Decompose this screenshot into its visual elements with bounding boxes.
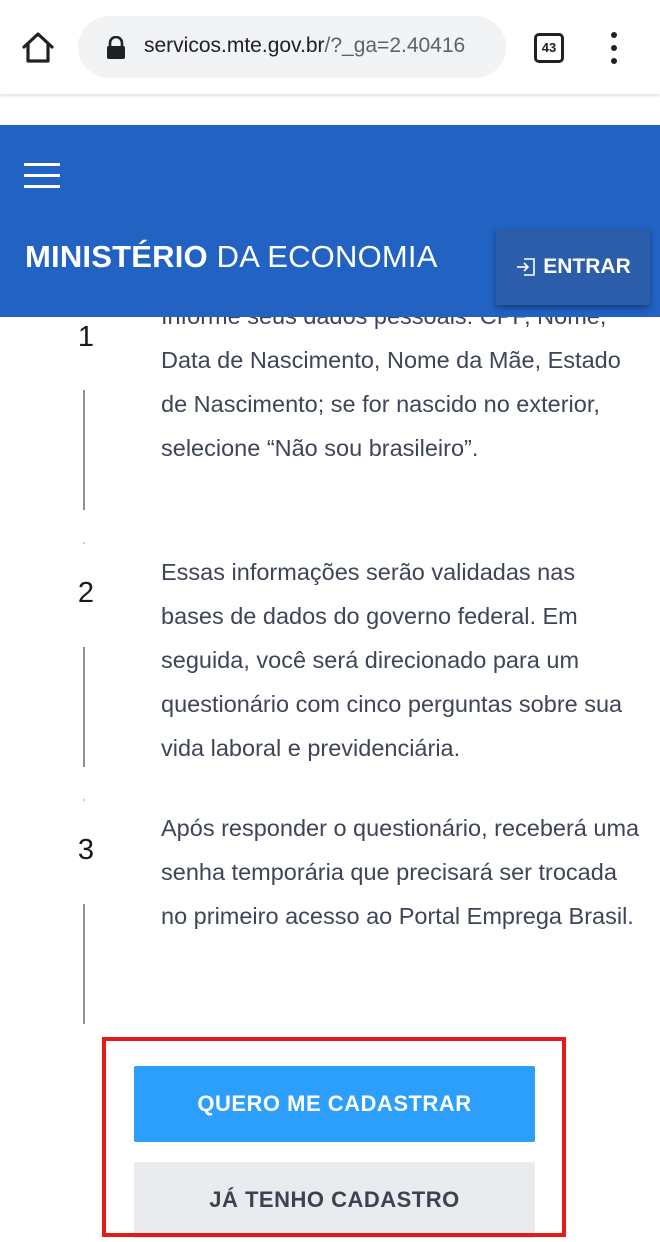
brand-title	[25, 239, 438, 275]
home-icon[interactable]	[18, 28, 58, 68]
already-registered-button[interactable]: JÁ TENHO CADASTRO	[134, 1162, 535, 1238]
login-label: ENTRAR	[543, 255, 631, 278]
login-icon	[515, 256, 537, 278]
address-bar[interactable]	[78, 16, 506, 78]
step-number: 3	[77, 834, 95, 866]
hamburger-icon[interactable]	[24, 163, 60, 189]
step-separator	[83, 542, 85, 544]
browser-toolbar	[0, 0, 660, 94]
register-button[interactable]: QUERO ME CADASTRAR	[134, 1066, 535, 1142]
brand-bold: MINISTÉRIO	[25, 239, 208, 274]
brand-rest: DA ECONOMIA	[207, 239, 438, 274]
step-separator	[83, 799, 85, 801]
highlight-box	[102, 1037, 566, 1237]
url-text	[144, 34, 465, 58]
tab-switcher-button[interactable]: 43	[534, 33, 564, 63]
step-divider	[83, 647, 85, 767]
step-number: 1	[77, 321, 95, 353]
url-fade	[476, 16, 506, 78]
kebab-menu-icon[interactable]	[602, 32, 626, 64]
login-button[interactable]	[496, 229, 650, 305]
step-divider	[83, 904, 85, 1024]
site-header	[0, 125, 660, 317]
step-text: Após responder o questionário, receberá uma senha temporária que precisará ser trocada no primeiro acesso ao Portal Emprega Brasil.	[161, 815, 640, 929]
step-divider	[83, 390, 85, 510]
url-host: servicos.mte.gov.br	[144, 34, 325, 57]
step-text: Data de Nascimento, Nome da Mãe, Estado de Nascimento; se for nascido no exterior, selecione “Não sou brasileiro”.	[161, 347, 621, 461]
url-path: /?_ga=2.40416	[324, 34, 466, 57]
step-text: Essas informações serão validadas nas bases de dados do governo federal. Em seguida, você será direcionado para um questionário com cinco perguntas sobre sua vida laboral e previdenciária.	[161, 559, 623, 761]
lock-icon	[106, 36, 126, 60]
step-number: 2	[77, 577, 95, 609]
